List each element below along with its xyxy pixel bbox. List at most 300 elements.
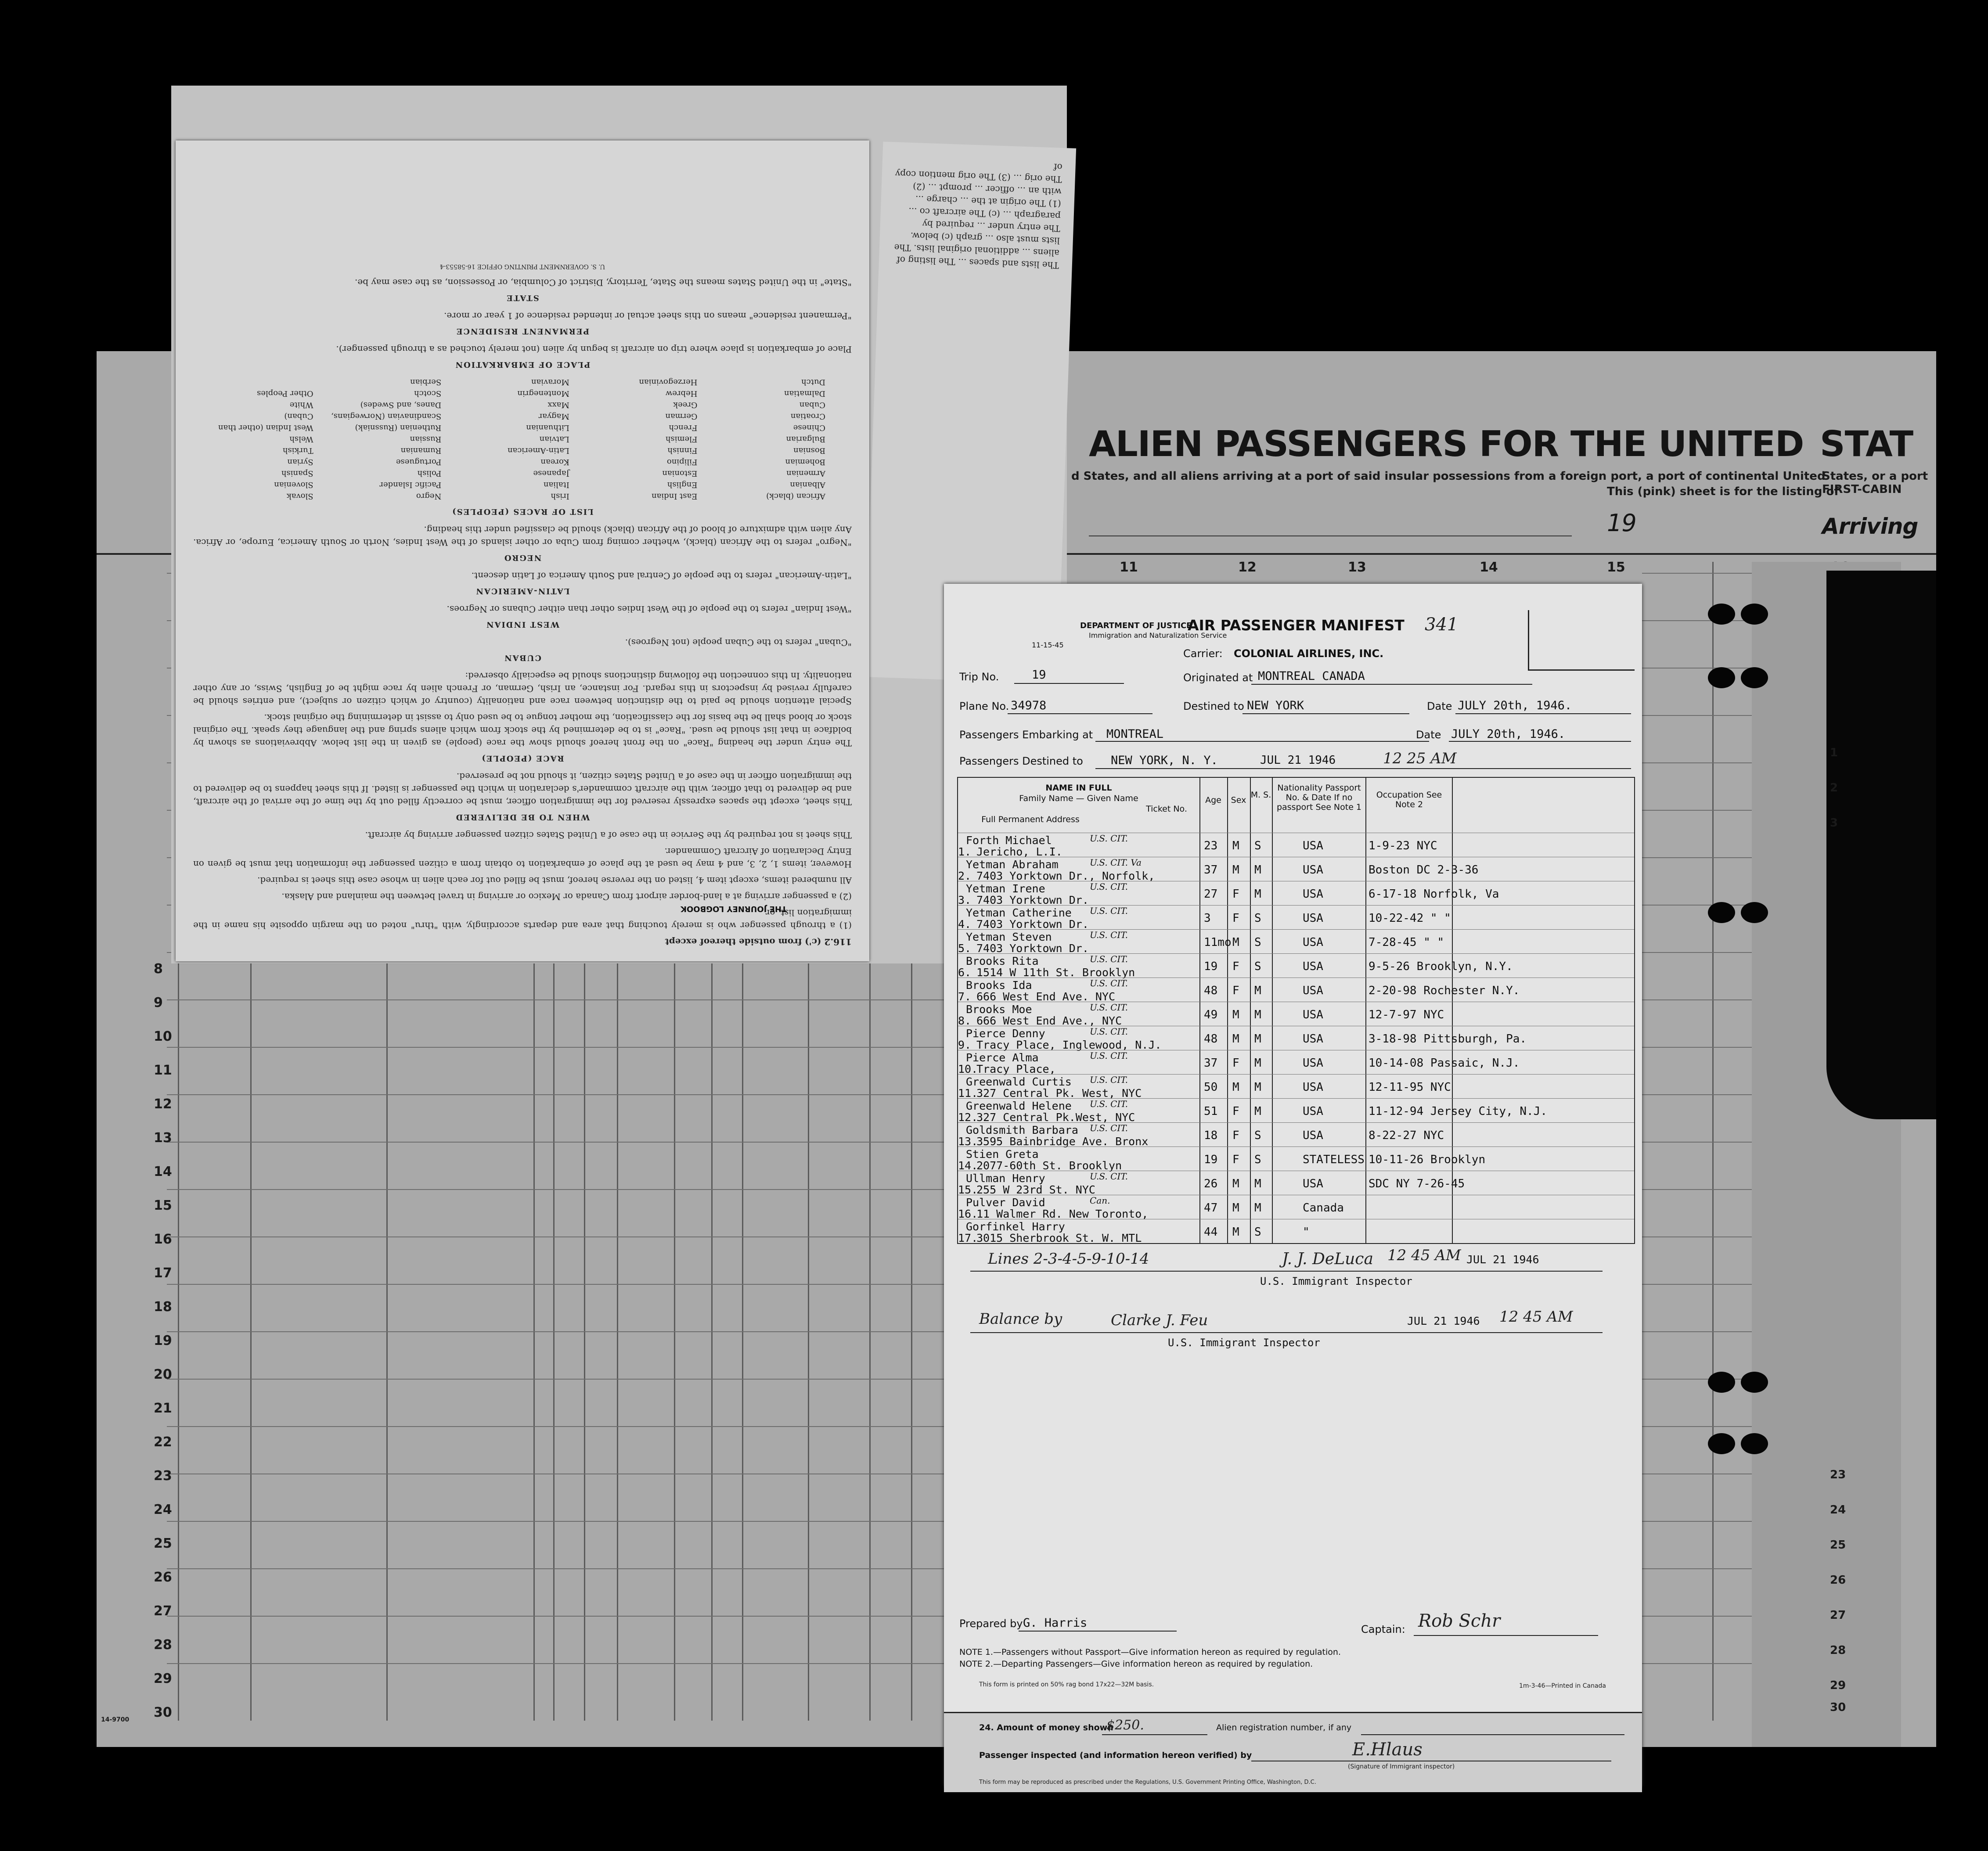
- inspector2-time: 12 45 AM: [1499, 1308, 1573, 1326]
- row-marital: S: [1254, 1153, 1261, 1166]
- fine-print: This form may be reproduced as prescribed under the Regulations, U.S. Government Printing Office, Washington, D.C.: [979, 1779, 1316, 1786]
- row-sex: F: [1232, 888, 1239, 901]
- row-number: 6.: [958, 966, 972, 979]
- race-list-item: Moravian: [531, 377, 569, 387]
- punch-hole: [1708, 604, 1735, 625]
- row-number-left: 22: [154, 1434, 172, 1450]
- table-row: [958, 1147, 1634, 1171]
- row-number: 15.: [958, 1183, 978, 1196]
- col-number-15: 15: [1607, 560, 1625, 575]
- row-sex: F: [1232, 1105, 1239, 1118]
- table-row: [958, 1195, 1634, 1219]
- row-number-left: 28: [154, 1637, 172, 1653]
- race-list-item: Japanese: [533, 469, 569, 478]
- sig-caption: (Signature of Immigrant inspector): [1348, 1763, 1455, 1770]
- race-text: The entry under the heading "Race" on the front hereof should show the race (people) as given in the list below. Abbreviations as shown by boldface in that list should be used. "Race" is to be determined by the stock from which aliens spring and the language they speak. The original stock or blood shall be the basis for the classification, the mother tongue to be used only to assist in determining the original stock.: [193, 712, 852, 748]
- race-list-item: Bohemian: [785, 457, 825, 467]
- grid-hline: [1642, 668, 1752, 669]
- row-sex: M: [1232, 863, 1239, 877]
- row-nationality: USA: [1303, 1081, 1323, 1094]
- inspector-label: U.S. Immigrant Inspector: [1260, 1275, 1412, 1287]
- row-marital: M: [1254, 1081, 1261, 1094]
- row-number-left: 23: [154, 1468, 172, 1484]
- row-number-left: 8: [154, 961, 163, 977]
- stamp-box: [1528, 610, 1635, 671]
- col-header-sex: Sex: [1231, 795, 1246, 805]
- grid-hline: [1642, 1663, 1752, 1664]
- grid-hline: [1642, 1142, 1752, 1143]
- row-occupation: 9-5-26 Brooklyn, N.Y.: [1369, 960, 1513, 973]
- row-number: 11.: [958, 1087, 978, 1100]
- row-sex: M: [1232, 1032, 1239, 1046]
- inspector-signature: J. J. DeLuca: [1282, 1250, 1373, 1268]
- row-nationality: USA: [1303, 839, 1323, 852]
- row-address: 3015 Sherbrook St. W. MTL: [976, 1232, 1142, 1244]
- table-row: [958, 1171, 1634, 1195]
- plane-label: Plane No.: [959, 700, 1009, 712]
- row-address: 666 West End Ave. NYC: [976, 990, 1116, 1003]
- row-marital: M: [1254, 1008, 1261, 1021]
- col-header-occupation: Occupation See Note 2: [1376, 790, 1442, 809]
- row-age: 48: [1204, 1032, 1218, 1046]
- table-row: [958, 1219, 1634, 1244]
- row-marital: S: [1254, 960, 1261, 973]
- row-occupation: 10-22-42 " ": [1369, 912, 1451, 925]
- row-number: 7.: [958, 990, 972, 1003]
- grid-hline: [1642, 1426, 1752, 1427]
- race-list-item: Scandinavian (Norwegians, Danes, and Swedes): [331, 400, 442, 421]
- inspector-line: [970, 1271, 1603, 1272]
- table-row: [958, 1122, 1634, 1147]
- inspector2-line: [970, 1332, 1603, 1333]
- west-indian-heading: WEST INDIAN: [486, 620, 559, 629]
- background-form-code: 14-9700: [101, 1716, 130, 1723]
- row-sex: M: [1232, 1081, 1239, 1094]
- grid-hline: [167, 1521, 944, 1522]
- race-list-item: Maxx: [547, 400, 569, 410]
- perm-heading: PERMANENT RESIDENCE: [455, 327, 590, 336]
- originated-value: MONTREAL CANADA: [1258, 669, 1365, 683]
- row-address: 327 Central Pk. West, NYC: [976, 1087, 1142, 1100]
- race-list-item: Bosnian: [793, 446, 825, 455]
- background-form-title: ALIEN PASSENGERS FOR THE UNITED: [1089, 424, 1804, 464]
- row-address: 7403 Yorktown Dr.: [976, 942, 1089, 955]
- row-marital: M: [1254, 888, 1261, 901]
- originated-underline: [1251, 684, 1532, 685]
- row-number: 2.: [958, 870, 972, 882]
- row-address: 7403 Yorktown Dr., Norfolk,: [976, 870, 1155, 882]
- row-number-right: 1: [1830, 746, 1838, 759]
- instruction-sheet: [176, 140, 869, 961]
- grid-hline: [167, 1616, 944, 1617]
- row-number-right: 29: [1830, 1679, 1846, 1692]
- race-list-item: Pacific Islander: [379, 480, 442, 489]
- prepared-underline: [1019, 1631, 1177, 1632]
- special-text: Special attention should be paid to the distinction between race and nationality (country of which citizen or subject), and entries should be carefully revised by inspectors in this regard. For instance, an Irish, German, or French alien by race might be of English, Swiss, or any other nationality. In this connection the following distinctions should be especially observed:: [193, 671, 852, 707]
- row-nationality: STATELESS: [1303, 1153, 1365, 1166]
- race-list-item: Latin-American: [507, 446, 569, 455]
- grid-hline: [167, 1047, 944, 1048]
- balance-note: Balance by: [979, 1310, 1062, 1328]
- west-indian-text: "West Indian" refers to the people of the West Indies other than either Cubans or Negroes.: [447, 604, 852, 615]
- row-number-left: 27: [154, 1603, 172, 1619]
- form-date: 11-15-45: [1032, 641, 1064, 649]
- dest-label: Passengers Destined to: [959, 755, 1083, 767]
- row-number-left: 21: [154, 1401, 172, 1416]
- row-nationality: USA: [1303, 936, 1323, 949]
- row-number-left: 13: [154, 1130, 172, 1146]
- row-number-left: 10: [154, 1029, 172, 1044]
- row-citizenship: U.S. CIT.: [1090, 1026, 1128, 1037]
- race-list-item: Chinese: [793, 423, 825, 432]
- row-sex: M: [1232, 1201, 1239, 1215]
- bottom-slip: [944, 1712, 1642, 1792]
- table-row: [958, 905, 1634, 930]
- grid-hline: [1642, 1616, 1752, 1617]
- grid-hline: [1642, 1568, 1752, 1569]
- prepared-label: Prepared by: [959, 1617, 1023, 1630]
- row-address: 3595 Bainbridge Ave. Bronx: [976, 1135, 1149, 1148]
- row-nationality: USA: [1303, 1177, 1323, 1190]
- row-number: 9.: [958, 1039, 972, 1051]
- race-list-item: Bulgarian: [786, 435, 825, 444]
- printer-line: U. S. GOVERNMENT PRINTING OFFICE 16-58553-4: [439, 263, 605, 270]
- prepared-value: G. Harris: [1023, 1616, 1088, 1630]
- table-row: [958, 833, 1634, 857]
- race-list-item: Syrian: [287, 457, 313, 467]
- row-age: 19: [1204, 1153, 1218, 1166]
- row-name: Gorfinkel Harry: [966, 1220, 1065, 1233]
- embark-heading: PLACE OF EMBARKATION: [454, 360, 591, 369]
- inspected-signature: E.Hlaus: [1352, 1740, 1423, 1760]
- punch-hole: [1741, 1433, 1768, 1454]
- row-sex: M: [1232, 1226, 1239, 1239]
- background-form-right-sub-1: States, or a port: [1822, 470, 1928, 483]
- dest-time: 12 25 AM: [1383, 750, 1457, 767]
- grid-hline: [1642, 905, 1752, 906]
- race-list-item: Negro: [416, 492, 442, 501]
- row-number-right: 24: [1830, 1503, 1846, 1517]
- background-form-title-right: STAT: [1820, 424, 1913, 464]
- row-nationality: Canada: [1303, 1201, 1344, 1215]
- carrier-label: Carrier:: [1183, 647, 1223, 660]
- race-list-item: Dalmatian: [784, 389, 825, 398]
- instruction-side-text: The lists and spaces ... The listing of aliens ... additional original lists. The lists must also ... graph (c) below. The entry under ... required by paragraph ... (c) The aircraft co ... (1) The origin at the ... charge ... with an ... officer ... prompt ... (2) The orig ... (3) The orig mention copy of: [894, 162, 1063, 271]
- row-name: Yetman Abraham: [966, 858, 1059, 871]
- row-marital: S: [1254, 936, 1261, 949]
- row-sex: M: [1232, 1177, 1239, 1190]
- row-name: Greenwald Helene: [966, 1100, 1072, 1112]
- originated-label: Originated at: [1183, 672, 1253, 684]
- grid-hline: [1642, 620, 1752, 621]
- row-name: Yetman Steven: [966, 931, 1052, 943]
- state-text: "State" in the United States means the State, Territory, District of Columbia, or Possession, as the case may be.: [355, 277, 852, 288]
- row-number-left: 11: [154, 1063, 172, 1078]
- date-underline-2: [1449, 741, 1631, 742]
- row-age: 47: [1204, 1201, 1218, 1215]
- race-list-item: French: [669, 423, 698, 432]
- row-name: Pierce Alma: [966, 1051, 1039, 1064]
- row-number-left: 9: [154, 995, 163, 1010]
- race-list-item: Welsh: [289, 435, 313, 444]
- row-nationality: USA: [1303, 1129, 1323, 1142]
- plane-value: 34978: [1011, 699, 1047, 712]
- cuban-text: "Cuban" refers to the Cuban people (not Negroes).: [625, 637, 852, 648]
- date-underline-1: [1455, 713, 1631, 714]
- col-number-14: 14: [1480, 560, 1498, 575]
- row-sex: M: [1232, 1008, 1239, 1021]
- row-citizenship: U.S. CIT.: [1090, 906, 1128, 916]
- row-address: Tracy Place,: [976, 1063, 1056, 1075]
- date-value-1: JULY 20th, 1946.: [1458, 699, 1572, 712]
- grid-hline: [1642, 857, 1752, 858]
- punch-hole: [1741, 1372, 1768, 1393]
- dest-underline: [1095, 768, 1631, 769]
- when-text: This sheet, except the spaces expressly reserved for the immigration officer, must be correctly filled out by the time of the arrival of the aircraft, and be delivered to that officer, with the aircraft commander's declaration in which the passenger is listed. If this sheet happens to be delivered to the immigration officer in the case of a United States citizen, it should not be preserved.: [193, 771, 852, 807]
- race-list-item: English: [667, 480, 698, 489]
- race-list-item: Croatian: [790, 412, 825, 421]
- race-list-item: Korean: [540, 457, 569, 467]
- row-number: 16.: [958, 1208, 978, 1220]
- row-name: Goldsmith Barbara: [966, 1124, 1078, 1136]
- grid-hline: [167, 1568, 944, 1569]
- money-underline: [1102, 1734, 1207, 1735]
- row-age: 44: [1204, 1226, 1218, 1239]
- race-list-item: Finnish: [667, 446, 698, 455]
- row-occupation: SDC NY 7-26-45: [1369, 1177, 1465, 1190]
- table-row: [958, 1098, 1634, 1123]
- table-row: [958, 1050, 1634, 1075]
- air-passenger-manifest: [944, 584, 1642, 1786]
- race-list-item: Serbian: [410, 377, 442, 387]
- row-occupation: 3-18-98 Pittsburgh, Pa.: [1369, 1032, 1527, 1046]
- destined-label: Destined to: [1183, 700, 1244, 712]
- date-label-2: Date: [1416, 729, 1441, 741]
- row-address: 327 Central Pk.West, NYC: [976, 1111, 1135, 1124]
- row-number: 1.: [958, 845, 972, 858]
- col-header-nationality: Nationality Passport No. & Date If no passport See Note 1: [1276, 783, 1362, 812]
- row-sex: M: [1232, 839, 1239, 852]
- inspector2-label: U.S. Immigrant Inspector: [1168, 1337, 1320, 1349]
- latin-heading: LATIN-AMERICAN: [475, 586, 570, 596]
- row-address: 1514 W 11th St. Brooklyn: [976, 966, 1135, 979]
- race-list-item: Russian: [410, 435, 442, 444]
- instruction-item: All numbered items, except item 4, listed on the reverse hereof, must be filled out for each alien in whose case this sheet is required.: [257, 875, 852, 886]
- row-name: Greenwald Curtis: [966, 1075, 1072, 1088]
- row-marital: M: [1254, 863, 1261, 877]
- row-age: 27: [1204, 888, 1218, 901]
- instruction-item: (2) a passenger arriving at a land-border airport from Canada or Mexico or arriving in travel between the mainland and Alaska.: [281, 891, 852, 902]
- inspected-label: Passenger inspected (and information hereon verified) by: [979, 1750, 1252, 1760]
- col-header-name-sub: Family Name — Given Name: [1019, 794, 1138, 803]
- row-occupation: 12-11-95 NYC: [1369, 1081, 1451, 1094]
- race-list-item: Irish: [551, 492, 569, 501]
- row-number-right: 26: [1830, 1574, 1846, 1587]
- row-age: 49: [1204, 1008, 1218, 1021]
- row-address: 666 West End Ave., NYC: [976, 1014, 1122, 1027]
- race-list-item: Scotch: [414, 389, 442, 398]
- row-number: 3.: [958, 894, 972, 906]
- date-value-2: JULY 20th, 1946.: [1451, 727, 1566, 741]
- captain-label: Captain:: [1361, 1623, 1405, 1635]
- row-occupation: Boston DC 2-3-36: [1369, 863, 1479, 877]
- row-number-left: 14: [154, 1164, 172, 1179]
- grid-hline: [167, 1284, 944, 1285]
- embarking-underline: [1095, 741, 1429, 742]
- row-nationality: USA: [1303, 1032, 1323, 1046]
- race-list-item: Turkish: [282, 446, 313, 455]
- race-list-item: Spanish: [281, 469, 313, 478]
- row-occupation: 12-7-97 NYC: [1369, 1008, 1444, 1021]
- row-marital: S: [1254, 912, 1261, 925]
- row-number-left: 24: [154, 1502, 172, 1517]
- manifest-number: 341: [1425, 615, 1459, 635]
- race-list-item: Portuguese: [396, 457, 442, 467]
- row-nationality: USA: [1303, 863, 1323, 877]
- row-nationality: USA: [1303, 960, 1323, 973]
- punch-hole: [1708, 1433, 1735, 1454]
- race-list-item: Slovak: [286, 492, 313, 501]
- grid-hline: [167, 1094, 944, 1095]
- inspector-time: 12 45 AM: [1387, 1247, 1461, 1264]
- latin-text: "Latin-American" refers to the people of Central and South America of Latin descent.: [471, 571, 852, 581]
- row-citizenship: U.S. CIT. Va: [1090, 857, 1142, 868]
- table-row: [958, 1026, 1634, 1050]
- note-2: NOTE 2.—Departing Passengers—Give information hereon as required by regulation.: [959, 1659, 1313, 1669]
- race-list-item: African (black): [766, 492, 825, 501]
- row-occupation: 11-12-94 Jersey City, N.J.: [1369, 1105, 1547, 1118]
- row-citizenship: U.S. CIT.: [1090, 1123, 1128, 1133]
- punch-hole: [1741, 667, 1768, 688]
- row-number-right: 23: [1830, 1468, 1846, 1481]
- row-number: 14.: [958, 1159, 978, 1172]
- row-citizenship: U.S. CIT.: [1090, 1050, 1128, 1061]
- race-list-item: Lithuanian: [526, 423, 569, 432]
- row-number: 17.: [958, 1232, 978, 1244]
- punch-hole: [1741, 902, 1768, 923]
- row-number: 10.: [958, 1063, 978, 1075]
- punch-hole: [1708, 667, 1735, 688]
- row-number-right: 2: [1830, 781, 1838, 794]
- captain-underline: [1414, 1635, 1598, 1636]
- row-age: 23: [1204, 839, 1218, 852]
- row-number-left: 12: [154, 1096, 172, 1112]
- dark-shadow: [1826, 571, 1936, 1119]
- race-list-item: Other Peoples: [257, 389, 313, 398]
- background-form-subtitle-1: d States, and all aliens arriving at a port of said insular possessions from a foreign port, a port of continental United: [1071, 470, 1826, 483]
- row-citizenship: Can.: [1090, 1195, 1110, 1206]
- row-marital: M: [1254, 1057, 1261, 1070]
- row-occupation: 6-17-18 Norfolk, Va: [1369, 888, 1499, 901]
- grid-hline: [1642, 762, 1752, 763]
- row-number: 13.: [958, 1135, 978, 1148]
- manifest-title: AIR PASSENGER MANIFEST: [1188, 617, 1405, 634]
- row-age: 26: [1204, 1177, 1218, 1190]
- row-name: Stien Greta: [966, 1148, 1039, 1161]
- row-occupation: 7-28-45 " ": [1369, 936, 1444, 949]
- row-number-left: 30: [154, 1705, 172, 1720]
- row-address: Jericho, L.I.: [976, 845, 1062, 858]
- row-citizenship: U.S. CIT.: [1090, 954, 1128, 964]
- row-number-left: 29: [154, 1671, 172, 1686]
- grid-hline: [1642, 1521, 1752, 1522]
- row-number-left: 19: [154, 1333, 172, 1348]
- row-address: 7403 Yorktown Dr.: [976, 894, 1089, 906]
- dest-stamp: JUL 21 1946: [1260, 754, 1336, 767]
- race-list-item: Herzegovinian: [639, 377, 698, 387]
- row-citizenship: U.S. CIT.: [1090, 1099, 1128, 1109]
- row-marital: S: [1254, 1226, 1261, 1239]
- instruction-item: However, items 1, 2, 3, and 4 may be used at the place of embarkation to obtain from a citizen passenger the information that must be given on Entry Declaration of Aircraft Commander.: [193, 846, 852, 870]
- row-marital: M: [1254, 984, 1261, 997]
- row-number-left: 25: [154, 1536, 172, 1551]
- grid-hline: [167, 1426, 944, 1427]
- row-age: 48: [1204, 984, 1218, 997]
- col-header-address: Full Permanent Address: [981, 815, 1080, 824]
- race-list-item: Armenian: [786, 469, 825, 478]
- race-list-item: Filipino: [666, 457, 698, 467]
- row-marital: M: [1254, 1105, 1261, 1118]
- race-heading: RACE (PEOPLE): [481, 754, 564, 763]
- row-citizenship: U.S. CIT.: [1090, 833, 1128, 844]
- row-number: 4.: [958, 918, 972, 931]
- grid-hline: [167, 1142, 944, 1143]
- row-nationality: USA: [1303, 1057, 1323, 1070]
- passenger-table: [957, 777, 1635, 1244]
- row-citizenship: U.S. CIT.: [1090, 978, 1128, 988]
- table-row: [958, 857, 1634, 881]
- grid-hline: [167, 1189, 944, 1190]
- background-form-right-sub-2: FIRST-CABIN: [1822, 483, 1902, 496]
- captain-signature: Rob Schr: [1418, 1611, 1501, 1631]
- punch-hole: [1708, 902, 1735, 923]
- table-row: [958, 1002, 1634, 1026]
- grid-hline: [167, 1331, 944, 1332]
- negro-heading: NEGRO: [503, 553, 542, 562]
- embark-text: Place of embarkation is place where trip on aircraft is begun by alien (not merely touched as a through passenger).: [336, 344, 852, 355]
- row-occupation: 2-20-98 Rochester N.Y.: [1369, 984, 1520, 997]
- row-occupation: 1-9-23 NYC: [1369, 839, 1437, 852]
- row-name: Yetman Irene: [966, 882, 1045, 895]
- row-marital: M: [1254, 1032, 1261, 1046]
- dest-value: NEW YORK, N. Y.: [1111, 754, 1218, 767]
- trip-value: 19: [1032, 668, 1046, 682]
- row-nationality: USA: [1303, 984, 1323, 997]
- row-name: Ullman Henry: [966, 1172, 1045, 1185]
- note-1: NOTE 1.—Passengers without Passport—Give information hereon as required by regulation.: [959, 1647, 1341, 1657]
- row-address: 7403 Yorktown Dr.: [976, 918, 1089, 931]
- race-list-item: German: [665, 412, 698, 421]
- row-citizenship: U.S. CIT.: [1090, 1075, 1128, 1085]
- col-header-name: NAME IN FULL: [1045, 783, 1112, 793]
- grid-hline: [1642, 810, 1752, 811]
- destined-value: NEW YORK: [1247, 699, 1304, 712]
- grid-hline: [167, 999, 944, 1000]
- row-name: Pierce Denny: [966, 1027, 1045, 1040]
- printed-in: 1m-3-46—Printed in Canada: [1519, 1682, 1606, 1689]
- row-number-left: 16: [154, 1232, 172, 1247]
- grid-hline: [1642, 1047, 1752, 1048]
- row-address: 255 W 23rd St. NYC: [976, 1183, 1095, 1196]
- row-number-left: 15: [154, 1198, 172, 1213]
- row-number-right: 30: [1830, 1701, 1846, 1714]
- row-number-left: 26: [154, 1570, 172, 1585]
- row-name: Brooks Moe: [966, 1003, 1032, 1016]
- race-list-item: Rumanian: [400, 446, 442, 455]
- row-sex: M: [1232, 936, 1239, 949]
- row-nationality: USA: [1303, 888, 1323, 901]
- row-number-left: 18: [154, 1299, 172, 1315]
